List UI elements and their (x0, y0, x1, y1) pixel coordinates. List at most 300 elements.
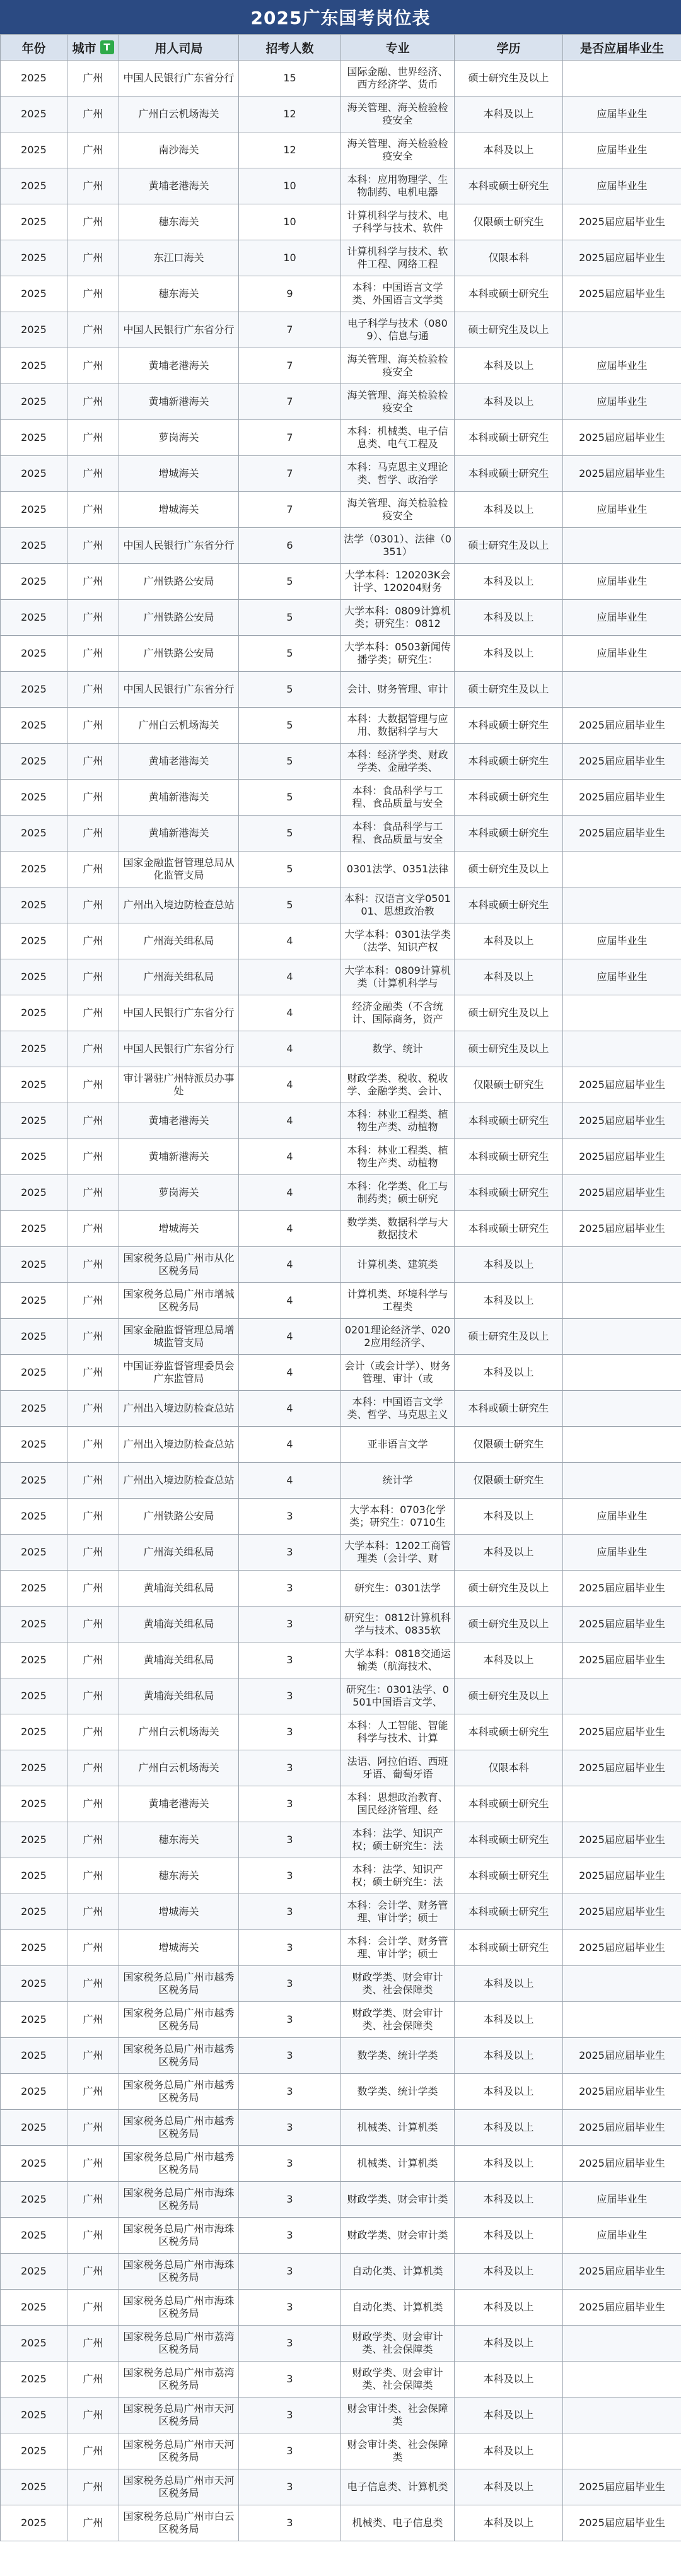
table-row (1, 1642, 681, 1678)
cell-fresh-graduate: 2025届应届毕业生 (563, 1750, 681, 1786)
cell-fresh-graduate: 2025届应届毕业生 (563, 1067, 681, 1103)
table-row (1, 1894, 681, 1930)
cell-fresh-graduate (563, 1463, 681, 1499)
cell-headcount: 3 (239, 2074, 341, 2110)
cell-year: 2025 (1, 1175, 67, 1211)
cell-education: 本科及以上 (455, 636, 563, 672)
cell-department: 广州铁路公安局 (119, 564, 239, 600)
cell-major: 法学（0301）、法律（0351） (341, 528, 455, 564)
cell-city: 广州 (67, 420, 119, 456)
cell-education: 本科及以上 (455, 132, 563, 168)
table-row (1, 1966, 681, 2002)
cell-headcount: 3 (239, 1714, 341, 1750)
cell-major: 财政学类、财会审计类 (341, 2218, 455, 2254)
cell-major: 海关管理、海关检验检疫安全 (341, 348, 455, 384)
cell-education: 硕士研究生及以上 (455, 672, 563, 708)
cell-fresh-graduate: 2025届应届毕业生 (563, 1858, 681, 1894)
cell-city: 广州 (67, 1714, 119, 1750)
cell-city: 广州 (67, 708, 119, 744)
cell-education: 本科及以上 (455, 2002, 563, 2038)
cell-city: 广州 (67, 2002, 119, 2038)
cell-headcount: 5 (239, 887, 341, 923)
cell-headcount: 5 (239, 852, 341, 887)
cell-department: 国家税务总局广州市天河区税务局 (119, 2433, 239, 2469)
cell-city: 广州 (67, 1571, 119, 1607)
cell-education: 本科及以上 (455, 923, 563, 959)
cell-city: 广州 (67, 2038, 119, 2074)
cell-city: 广州 (67, 1463, 119, 1499)
cell-year: 2025 (1, 1139, 67, 1175)
cell-headcount: 3 (239, 1966, 341, 2002)
cell-department: 国家税务总局广州市越秀区税务局 (119, 1966, 239, 2002)
cell-headcount: 5 (239, 636, 341, 672)
table-row (1, 240, 681, 276)
cell-city: 广州 (67, 276, 119, 312)
cell-education: 仅限本科 (455, 240, 563, 276)
cell-education: 本科或硕士研究生 (455, 887, 563, 923)
cell-department: 黄埔海关缉私局 (119, 1678, 239, 1714)
cell-headcount: 7 (239, 348, 341, 384)
cell-headcount: 4 (239, 1283, 341, 1319)
cell-major: 大学本科：0818交通运输类（航海技术、 (341, 1642, 455, 1678)
cell-fresh-graduate (563, 887, 681, 923)
cell-fresh-graduate: 应届毕业生 (563, 492, 681, 528)
cell-education: 硕士研究生及以上 (455, 852, 563, 887)
cell-department: 增城海关 (119, 456, 239, 492)
cell-fresh-graduate: 2025届应届毕业生 (563, 1211, 681, 1247)
table-row (1, 1031, 681, 1067)
cell-fresh-graduate: 2025届应届毕业生 (563, 276, 681, 312)
cell-major: 财政学类、财会审计类、社会保障类 (341, 2326, 455, 2362)
cell-education: 本科及以上 (455, 2254, 563, 2290)
cell-city: 广州 (67, 61, 119, 97)
cell-headcount: 12 (239, 97, 341, 132)
cell-city: 广州 (67, 312, 119, 348)
cell-city: 广州 (67, 816, 119, 852)
cell-fresh-graduate: 应届毕业生 (563, 600, 681, 636)
table-row (1, 168, 681, 204)
cell-headcount: 4 (239, 1067, 341, 1103)
cell-education: 硕士研究生及以上 (455, 1607, 563, 1642)
cell-education: 本科及以上 (455, 2218, 563, 2254)
cell-education: 硕士研究生及以上 (455, 1571, 563, 1607)
cell-headcount: 7 (239, 420, 341, 456)
cell-year: 2025 (1, 97, 67, 132)
cell-year: 2025 (1, 959, 67, 995)
cell-fresh-graduate: 2025届应届毕业生 (563, 240, 681, 276)
cell-city: 广州 (67, 1283, 119, 1319)
table-row (1, 1535, 681, 1571)
table-row (1, 564, 681, 600)
cell-education: 硕士研究生及以上 (455, 995, 563, 1031)
cell-city: 广州 (67, 168, 119, 204)
table-row (1, 1678, 681, 1714)
cell-education: 本科或硕士研究生 (455, 1858, 563, 1894)
cell-year: 2025 (1, 2182, 67, 2218)
cell-city: 广州 (67, 97, 119, 132)
table-row (1, 384, 681, 420)
cell-year: 2025 (1, 816, 67, 852)
cell-fresh-graduate (563, 528, 681, 564)
cell-fresh-graduate: 2025届应届毕业生 (563, 456, 681, 492)
cell-department: 中国人民银行广东省分行 (119, 1031, 239, 1067)
cell-year: 2025 (1, 1642, 67, 1678)
cell-department: 广州出入境边防检查总站 (119, 1463, 239, 1499)
cell-major: 本科：会计学、财务管理、审计学；硕士 (341, 1930, 455, 1966)
cell-city: 广州 (67, 1211, 119, 1247)
cell-city: 广州 (67, 1858, 119, 1894)
cell-city: 广州 (67, 1535, 119, 1571)
cell-city: 广州 (67, 1175, 119, 1211)
cell-fresh-graduate (563, 852, 681, 887)
table-row (1, 2110, 681, 2146)
cell-education: 硕士研究生及以上 (455, 1319, 563, 1355)
cell-fresh-graduate: 2025届应届毕业生 (563, 1894, 681, 1930)
cell-city: 广州 (67, 2254, 119, 2290)
column-header-city[interactable]: 城市 T (67, 35, 119, 61)
cell-fresh-graduate: 应届毕业生 (563, 384, 681, 420)
cell-department: 国家税务总局广州市海珠区税务局 (119, 2290, 239, 2326)
cell-department: 国家税务总局广州市越秀区税务局 (119, 2074, 239, 2110)
cell-year: 2025 (1, 1247, 67, 1283)
column-header-headcount[interactable]: 招考人数 (239, 35, 341, 61)
cell-education: 本科及以上 (455, 2182, 563, 2218)
cell-department: 中国人民银行广东省分行 (119, 528, 239, 564)
cell-fresh-graduate: 应届毕业生 (563, 1499, 681, 1535)
cell-education: 硕士研究生及以上 (455, 1678, 563, 1714)
cell-department: 黄埔新港海关 (119, 780, 239, 816)
cell-department: 黄埔老港海关 (119, 168, 239, 204)
cell-year: 2025 (1, 1463, 67, 1499)
cell-department: 中国人民银行广东省分行 (119, 61, 239, 97)
cell-headcount: 5 (239, 600, 341, 636)
cell-headcount: 4 (239, 1031, 341, 1067)
cell-department: 广州白云机场海关 (119, 97, 239, 132)
cell-city: 广州 (67, 1966, 119, 2002)
cell-department: 国家税务总局广州市越秀区税务局 (119, 2110, 239, 2146)
cell-education: 仅限硕士研究生 (455, 1427, 563, 1463)
cell-education: 本科或硕士研究生 (455, 420, 563, 456)
cell-headcount: 3 (239, 2254, 341, 2290)
cell-education: 本科及以上 (455, 2074, 563, 2110)
cell-headcount: 10 (239, 168, 341, 204)
cell-major: 大学本科：1202工商管理类（会计学、财 (341, 1535, 455, 1571)
cell-education: 本科及以上 (455, 1499, 563, 1535)
cell-year: 2025 (1, 204, 67, 240)
cell-fresh-graduate: 2025届应届毕业生 (563, 1822, 681, 1858)
cell-year: 2025 (1, 132, 67, 168)
cell-year: 2025 (1, 2110, 67, 2146)
cell-city: 广州 (67, 240, 119, 276)
cell-headcount: 3 (239, 1894, 341, 1930)
cell-major: 会计（或会计学）、财务管理、审计（或 (341, 1355, 455, 1391)
cell-fresh-graduate: 2025届应届毕业生 (563, 1607, 681, 1642)
table-row (1, 1822, 681, 1858)
cell-department: 穗东海关 (119, 276, 239, 312)
cell-fresh-graduate: 2025届应届毕业生 (563, 2254, 681, 2290)
cell-major: 海关管理、海关检验检疫安全 (341, 97, 455, 132)
cell-city: 广州 (67, 887, 119, 923)
cell-fresh-graduate (563, 1247, 681, 1283)
cell-major: 海关管理、海关检验检疫安全 (341, 132, 455, 168)
cell-city: 广州 (67, 780, 119, 816)
cell-major: 法语、阿拉伯语、西班牙语、葡萄牙语 (341, 1750, 455, 1786)
table-row (1, 97, 681, 132)
cell-education: 本科及以上 (455, 2397, 563, 2433)
cell-education: 本科及以上 (455, 1535, 563, 1571)
cell-city: 广州 (67, 528, 119, 564)
cell-department: 广州海关缉私局 (119, 959, 239, 995)
cell-department: 国家金融监督管理总局增城监管支局 (119, 1319, 239, 1355)
cell-headcount: 10 (239, 240, 341, 276)
table-row (1, 456, 681, 492)
cell-education: 硕士研究生及以上 (455, 312, 563, 348)
cell-headcount: 3 (239, 2002, 341, 2038)
table-row (1, 816, 681, 852)
cell-city: 广州 (67, 2218, 119, 2254)
cell-major: 本科：林业工程类、植物生产类、动植物 (341, 1103, 455, 1139)
cell-major: 财政学类、税收、税收学、金融学类、会计、 (341, 1067, 455, 1103)
cell-fresh-graduate: 应届毕业生 (563, 348, 681, 384)
cell-department: 国家税务总局广州市海珠区税务局 (119, 2254, 239, 2290)
cell-education: 硕士研究生及以上 (455, 61, 563, 97)
table-row (1, 132, 681, 168)
cell-city: 广州 (67, 1678, 119, 1714)
cell-year: 2025 (1, 312, 67, 348)
cell-major: 本科：食品科学与工程、食品质量与安全 (341, 780, 455, 816)
cell-department: 中国人民银行广东省分行 (119, 995, 239, 1031)
table-row (1, 1786, 681, 1822)
cell-fresh-graduate: 2025届应届毕业生 (563, 2110, 681, 2146)
cell-major: 财会审计类、社会保障类 (341, 2433, 455, 2469)
cell-major: 自动化类、计算机类 (341, 2254, 455, 2290)
cell-city: 广州 (67, 456, 119, 492)
table-row (1, 2218, 681, 2254)
cell-year: 2025 (1, 1786, 67, 1822)
table-row (1, 1427, 681, 1463)
table-row (1, 276, 681, 312)
cell-fresh-graduate: 应届毕业生 (563, 2218, 681, 2254)
table-row (1, 1750, 681, 1786)
cell-fresh-graduate (563, 1427, 681, 1463)
cell-education: 本科及以上 (455, 97, 563, 132)
cell-major: 0201理论经济学、0202应用经济学、 (341, 1319, 455, 1355)
column-header-year[interactable]: 年份 (1, 35, 67, 61)
cell-major: 本科：人工智能、智能科学与技术、计算 (341, 1714, 455, 1750)
cell-education: 本科或硕士研究生 (455, 1211, 563, 1247)
cell-year: 2025 (1, 420, 67, 456)
cell-major: 计算机科学与技术、软件工程、网络工程 (341, 240, 455, 276)
cell-department: 广州白云机场海关 (119, 1750, 239, 1786)
cell-fresh-graduate (563, 1678, 681, 1714)
table-row (1, 1103, 681, 1139)
cell-major: 本科：大数据管理与应用、数据科学与大 (341, 708, 455, 744)
cell-major: 财政学类、财会审计类 (341, 2182, 455, 2218)
cell-headcount: 3 (239, 2469, 341, 2505)
cell-department: 萝岗海关 (119, 1175, 239, 1211)
cell-headcount: 4 (239, 1175, 341, 1211)
table-row (1, 61, 681, 97)
cell-headcount: 4 (239, 1247, 341, 1283)
cell-headcount: 3 (239, 1858, 341, 1894)
cell-city: 广州 (67, 1355, 119, 1391)
cell-department: 国家税务总局广州市越秀区税务局 (119, 2146, 239, 2182)
cell-headcount: 3 (239, 2326, 341, 2362)
cell-fresh-graduate: 2025届应届毕业生 (563, 204, 681, 240)
cell-education: 本科及以上 (455, 1247, 563, 1283)
cell-year: 2025 (1, 1894, 67, 1930)
cell-year: 2025 (1, 1103, 67, 1139)
cell-fresh-graduate (563, 1966, 681, 2002)
cell-department: 国家税务总局广州市天河区税务局 (119, 2469, 239, 2505)
table-row (1, 672, 681, 708)
cell-department: 国家税务总局广州市越秀区税务局 (119, 2038, 239, 2074)
cell-city: 广州 (67, 1247, 119, 1283)
cell-city: 广州 (67, 852, 119, 887)
cell-year: 2025 (1, 744, 67, 780)
cell-department: 穗东海关 (119, 1822, 239, 1858)
cell-education: 本科或硕士研究生 (455, 1175, 563, 1211)
cell-year: 2025 (1, 2326, 67, 2362)
cell-department: 增城海关 (119, 492, 239, 528)
cell-department: 广州铁路公安局 (119, 600, 239, 636)
cell-headcount: 5 (239, 780, 341, 816)
cell-city: 广州 (67, 959, 119, 995)
cell-department: 国家税务总局广州市海珠区税务局 (119, 2182, 239, 2218)
table-row (1, 2362, 681, 2397)
table-row (1, 1571, 681, 1607)
table-row (1, 923, 681, 959)
table-row (1, 780, 681, 816)
cell-year: 2025 (1, 636, 67, 672)
cell-city: 广州 (67, 1894, 119, 1930)
cell-headcount: 5 (239, 708, 341, 744)
cell-major: 研究生：0812计算机科学与技术、0835软 (341, 1607, 455, 1642)
cell-department: 国家税务总局广州市从化区税务局 (119, 1247, 239, 1283)
cell-fresh-graduate: 应届毕业生 (563, 959, 681, 995)
cell-major: 本科：汉语言文学050101、思想政治教 (341, 887, 455, 923)
cell-year: 2025 (1, 564, 67, 600)
cell-major: 本科：应用物理学、生物制药、电机电器 (341, 168, 455, 204)
cell-fresh-graduate: 2025届应届毕业生 (563, 2469, 681, 2505)
column-header-education[interactable]: 学历 (455, 35, 563, 61)
cell-fresh-graduate (563, 2362, 681, 2397)
column-header-department[interactable]: 用人司局 (119, 35, 239, 61)
table-row (1, 2038, 681, 2074)
cell-fresh-graduate (563, 2397, 681, 2433)
cell-major: 会计、财务管理、审计 (341, 672, 455, 708)
cell-major: 机械类、计算机类 (341, 2110, 455, 2146)
cell-city: 广州 (67, 2326, 119, 2362)
cell-major: 0301法学、0351法律 (341, 852, 455, 887)
cell-year: 2025 (1, 923, 67, 959)
cell-education: 本科及以上 (455, 564, 563, 600)
cell-headcount: 4 (239, 1139, 341, 1175)
cell-city: 广州 (67, 2469, 119, 2505)
cell-education: 本科及以上 (455, 384, 563, 420)
cell-major: 本科：化学类、化工与制药类；硕士研究 (341, 1175, 455, 1211)
cell-city: 广州 (67, 2074, 119, 2110)
cell-year: 2025 (1, 780, 67, 816)
cell-fresh-graduate: 2025届应届毕业生 (563, 420, 681, 456)
cell-headcount: 3 (239, 1786, 341, 1822)
cell-city: 广州 (67, 492, 119, 528)
cell-major: 研究生：0301法学、0501中国语言文学、 (341, 1678, 455, 1714)
cell-education: 本科或硕士研究生 (455, 1786, 563, 1822)
cell-city: 广州 (67, 1607, 119, 1642)
cell-fresh-graduate: 应届毕业生 (563, 564, 681, 600)
cell-department: 穗东海关 (119, 204, 239, 240)
cell-department: 黄埔海关缉私局 (119, 1571, 239, 1607)
cell-fresh-graduate: 2025届应届毕业生 (563, 2505, 681, 2541)
filter-icon[interactable]: T (100, 40, 114, 54)
cell-fresh-graduate: 2025届应届毕业生 (563, 2074, 681, 2110)
cell-headcount: 4 (239, 923, 341, 959)
table-row (1, 2002, 681, 2038)
cell-year: 2025 (1, 2074, 67, 2110)
cell-city: 广州 (67, 1391, 119, 1427)
cell-headcount: 4 (239, 1427, 341, 1463)
cell-headcount: 7 (239, 384, 341, 420)
cell-headcount: 3 (239, 2110, 341, 2146)
table-header-row (1, 35, 681, 61)
cell-headcount: 3 (239, 2182, 341, 2218)
cell-department: 国家金融监督管理总局从化监管支局 (119, 852, 239, 887)
cell-city: 广州 (67, 2397, 119, 2433)
cell-department: 广州白云机场海关 (119, 1714, 239, 1750)
cell-department: 中国人民银行广东省分行 (119, 672, 239, 708)
cell-year: 2025 (1, 2290, 67, 2326)
cell-year: 2025 (1, 2254, 67, 2290)
cell-fresh-graduate: 2025届应届毕业生 (563, 1175, 681, 1211)
cell-fresh-graduate: 2025届应届毕业生 (563, 1930, 681, 1966)
column-header-fresh-graduate[interactable]: 是否应届毕业生 (563, 35, 681, 61)
cell-major: 本科：中国语言文学类、哲学、马克思主义 (341, 1391, 455, 1427)
cell-city: 广州 (67, 132, 119, 168)
cell-major: 本科：法学、知识产权；硕士研究生：法 (341, 1822, 455, 1858)
job-table (0, 34, 681, 2541)
table-row (1, 744, 681, 780)
cell-department: 广州铁路公安局 (119, 636, 239, 672)
cell-city: 广州 (67, 204, 119, 240)
cell-major: 财会审计类、社会保障类 (341, 2397, 455, 2433)
cell-year: 2025 (1, 600, 67, 636)
column-header-major[interactable]: 专业 (341, 35, 455, 61)
cell-major: 本科：中国语言文学类、外国语言文学类 (341, 276, 455, 312)
cell-fresh-graduate (563, 1319, 681, 1355)
page-title: 2025广东国考岗位表 (0, 0, 681, 34)
cell-city: 广州 (67, 1930, 119, 1966)
cell-major: 数学类、统计学类 (341, 2038, 455, 2074)
cell-fresh-graduate (563, 2433, 681, 2469)
cell-year: 2025 (1, 1822, 67, 1858)
table-row (1, 1175, 681, 1211)
table-row (1, 636, 681, 672)
cell-headcount: 3 (239, 1930, 341, 1966)
cell-department: 广州海关缉私局 (119, 1535, 239, 1571)
cell-education: 本科及以上 (455, 2038, 563, 2074)
cell-year: 2025 (1, 1499, 67, 1535)
cell-major: 本科：马克思主义理论类、哲学、政治学 (341, 456, 455, 492)
cell-education: 本科或硕士研究生 (455, 780, 563, 816)
cell-department: 国家税务总局广州市海珠区税务局 (119, 2218, 239, 2254)
table-row (1, 1211, 681, 1247)
cell-year: 2025 (1, 1571, 67, 1607)
cell-major: 电子科学与技术（0809）、信息与通 (341, 312, 455, 348)
cell-major: 本科：食品科学与工程、食品质量与安全 (341, 816, 455, 852)
cell-education: 本科及以上 (455, 1283, 563, 1319)
cell-fresh-graduate: 应届毕业生 (563, 132, 681, 168)
